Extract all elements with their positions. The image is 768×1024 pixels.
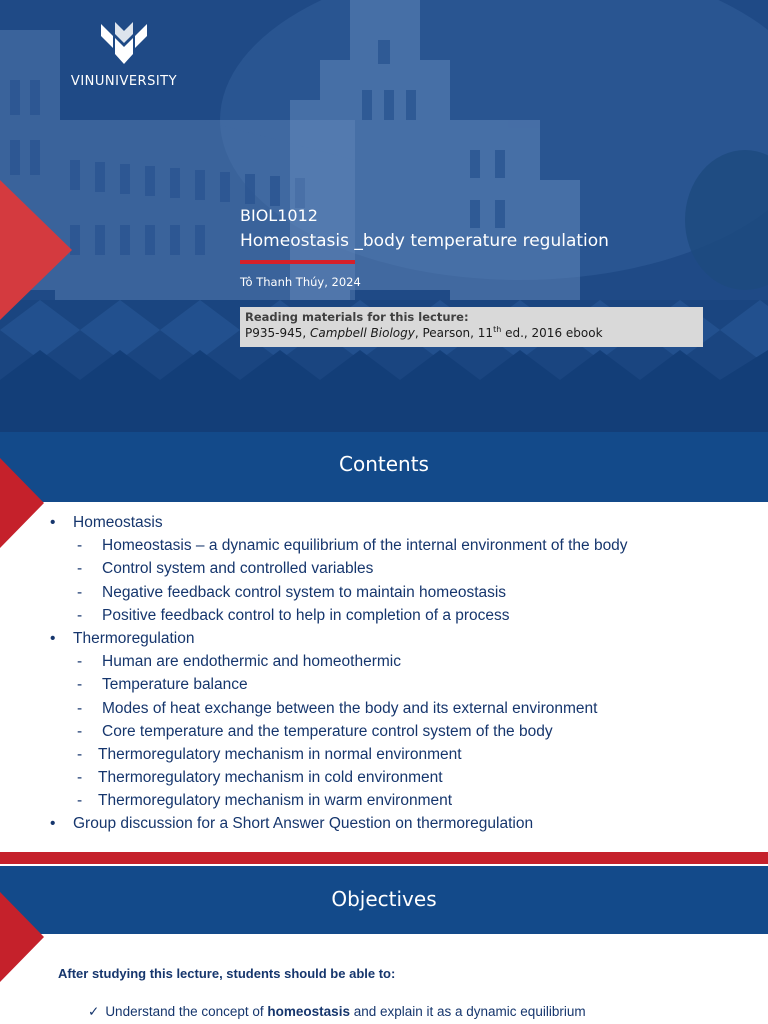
objectives-title: Objectives <box>331 887 437 911</box>
logo-text: VINUNIVERSITY <box>70 74 178 89</box>
dash-marker: - <box>77 722 83 740</box>
bullet-icon: • <box>50 514 56 531</box>
red-triangle-decoration <box>0 892 48 982</box>
contents-item <box>50 743 628 766</box>
dash-marker: - <box>77 769 83 787</box>
bullet-icon: • <box>50 815 56 833</box>
red-triangle-decoration <box>0 458 48 548</box>
item-label: Core temperature and the temperature control system of the body <box>102 722 553 740</box>
contents-section <box>50 627 628 650</box>
dash-marker: - <box>77 676 83 694</box>
contents-item <box>50 673 628 696</box>
contents-item <box>50 650 628 673</box>
section-label: Homeostasis <box>73 514 163 531</box>
section-label: Thermoregulation <box>73 629 195 647</box>
checkmark-icon: ✓ <box>88 1004 100 1019</box>
dash-marker: - <box>77 583 83 601</box>
dash-marker: - <box>77 560 83 578</box>
objectives-slide <box>0 866 768 1024</box>
item-label: Temperature balance <box>102 676 248 694</box>
objectives-intro: After studying this lecture, students should be able to: <box>58 966 396 981</box>
course-code: BIOL1012 <box>240 206 318 225</box>
contents-item <box>50 720 628 743</box>
contents-item <box>50 534 628 557</box>
contents-item <box>50 581 628 604</box>
title-underline <box>240 260 355 264</box>
vinuniversity-logo <box>62 20 186 89</box>
reading-edition: ed., 2016 ebook <box>501 326 603 340</box>
item-label: Thermoregulatory mechanism in cold environment <box>98 769 443 787</box>
item-label: Control system and controlled variables <box>102 560 374 578</box>
item-label: Modes of heat exchange between the body and its external environment <box>102 699 598 717</box>
objective-item <box>88 1004 586 1020</box>
slide-divider <box>0 852 768 864</box>
item-label: Thermoregulatory mechanism in normal environment <box>98 745 462 763</box>
bullet-icon: • <box>50 629 56 647</box>
contents-item <box>50 789 628 812</box>
contents-item <box>50 766 628 789</box>
contents-item <box>50 557 628 580</box>
author-year: Tô Thanh Thúy, 2024 <box>240 275 361 289</box>
contents-item <box>50 604 628 627</box>
reading-pages: P935-945, <box>245 326 311 340</box>
item-label: Thermoregulatory mechanism in warm environment <box>98 792 453 810</box>
objective-text-end: and explain it as a dynamic equilibrium <box>349 1004 586 1019</box>
contents-list <box>50 511 628 836</box>
reading-publisher: , Pearson, 11 <box>414 326 494 340</box>
contents-title: Contents <box>339 452 429 476</box>
lecture-title: Homeostasis _body temperature regulation <box>240 231 609 251</box>
reading-book-title: Campbell Biology <box>310 326 415 340</box>
item-label: Positive feedback control to help in completion of a process <box>102 606 510 624</box>
reading-materials-box <box>240 307 703 347</box>
dash-marker: - <box>77 699 83 717</box>
reading-heading: Reading materials for this lecture: <box>245 310 469 324</box>
objective-text-start: Understand the concept of <box>105 1004 268 1019</box>
contents-section <box>50 511 628 534</box>
dash-marker: - <box>77 537 83 555</box>
dash-marker: - <box>77 792 83 810</box>
contents-item <box>50 697 628 720</box>
logo-mark-icon <box>99 20 149 66</box>
objective-keyword: homeostasis <box>267 1004 350 1019</box>
title-slide <box>0 0 768 432</box>
dash-marker: - <box>77 745 83 763</box>
contents-slide <box>0 432 768 852</box>
reading-reference <box>245 325 698 340</box>
item-label: Homeostasis – a dynamic equilibrium of the internal environment of the body <box>102 537 628 555</box>
section-label: Group discussion for a Short Answer Question on thermoregulation <box>73 815 534 833</box>
dash-marker: - <box>77 606 83 624</box>
contents-section <box>50 812 628 835</box>
reading-edition-sup: th <box>493 325 502 334</box>
dash-marker: - <box>77 653 83 671</box>
item-label: Negative feedback control system to maintain homeostasis <box>102 583 507 601</box>
item-label: Human are endothermic and homeothermic <box>102 653 401 671</box>
